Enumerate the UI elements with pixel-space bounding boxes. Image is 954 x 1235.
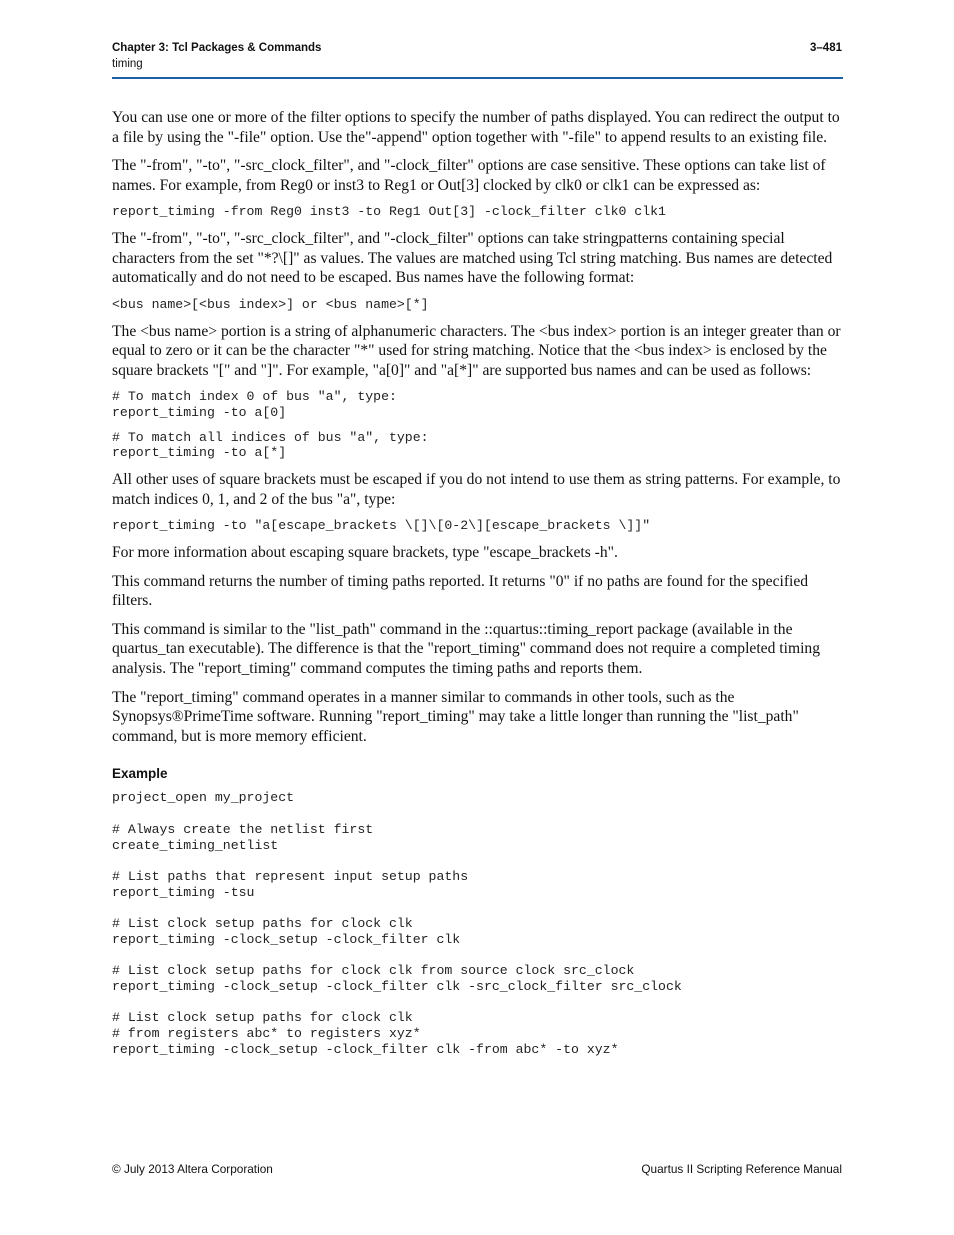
paragraph-bus-name: The <bus name> portion is a string of alphanumeric characters. The <bus index> portion is an integer greater than or equal to zero or it can be the character "*" used for string matching. Notice that the <bus index> is enclosed by the square brackets "[" and "]". For example, "a[0]" and "a[*]" are supported bus names and can be used as follows: — [112, 322, 841, 379]
paragraph-escape-help: For more information about escaping square brackets, type "escape_brackets -h". — [112, 544, 618, 562]
example-heading: Example — [112, 766, 168, 782]
footer-copyright: © July 2013 Altera Corporation — [112, 1162, 273, 1176]
paragraph-returns: This command returns the number of timing paths reported. It returns "0" if no paths are found for the specified filters. — [112, 572, 809, 610]
code-match-all: # To match all indices of bus "a", type: report_timing -to a[*] — [112, 429, 429, 461]
page-number: 3–481 — [810, 42, 842, 54]
page-body — [112, 108, 844, 1057]
paragraph-case-sensitive: The "-from", "-to", "-src_clock_filter", and "-clock_filter" options are case sensitive. These options can take list of names. For example, from Reg0 or inst3 to Reg1 or Out[3] clocked by clk0 or clk1 can be expressed as: — [112, 157, 826, 194]
code-match-index: # To match index 0 of bus "a", type: report_timing -to a[0] — [112, 389, 397, 421]
chapter-title: Chapter 3: Tcl Packages & Commands — [112, 42, 322, 54]
code-bus-format: <bus name>[<bus index>] or <bus name>[*] — [112, 296, 429, 312]
paragraph-string-patterns: The "-from", "-to", "-src_clock_filter", and "-clock_filter" options can take stringpatterns containing special characters from the set "*?\[]" as values. The values are matched using Tcl string matching. Bus names are detected automatically and do not need to be escaped. Bus names have the following format: — [112, 230, 833, 287]
paragraph-primetime: The "report_timing" command operates in a manner similar to commands in other tools, such as the Synopsys®PrimeTime software. Running "report_timing" may take a little longer than running the "list_path" command, but is more memory efficient. — [112, 688, 799, 745]
code-example: project_open my_project # Always create the netlist first create_timing_netlist # List paths that represent input setup paths report_timing -tsu # List clock setup paths for clock clk report_timing -clock_setup -clock_filter clk # List clock setup paths for clock clk from source clock src_clock report_timing -clock_setup -clock_filter clk -src_clock_filter src_clock # List clock setup paths for clock clk # from registers abc* to registers xyz* report_timing -clock_setup -clock_filter clk -from abc* -to xyz* — [112, 790, 682, 1057]
section-name: timing — [112, 58, 143, 70]
header-divider — [112, 77, 843, 79]
paragraph-filter-options: You can use one or more of the filter options to specify the number of paths displayed. You can redirect the output to a file by using the "-file" option. Use the"-append" option together with "-file" to append results to an existing file. — [112, 109, 840, 146]
code-report-timing-from: report_timing -from Reg0 inst3 -to Reg1 Out[3] -clock_filter clk0 clk1 — [112, 204, 666, 220]
paragraph-escape: All other uses of square brackets must be escaped if you do not intend to use them as string patterns. For example, to match indices 0, 1, and 2 of the bus "a", type: — [112, 471, 841, 508]
footer-manual-title: Quartus II Scripting Reference Manual — [641, 1162, 842, 1176]
paragraph-list-path: This command is similar to the "list_path" command in the ::quartus::timing_report package (available in the quartus_tan executable). The difference is that the "report_timing" command does not require a completed timing analysis. The "report_timing" command computes the timing paths and reports them. — [112, 620, 821, 678]
code-escape-brackets: report_timing -to "a[escape_brackets \[]\[0-2\][escape_brackets \]]" — [112, 518, 651, 534]
